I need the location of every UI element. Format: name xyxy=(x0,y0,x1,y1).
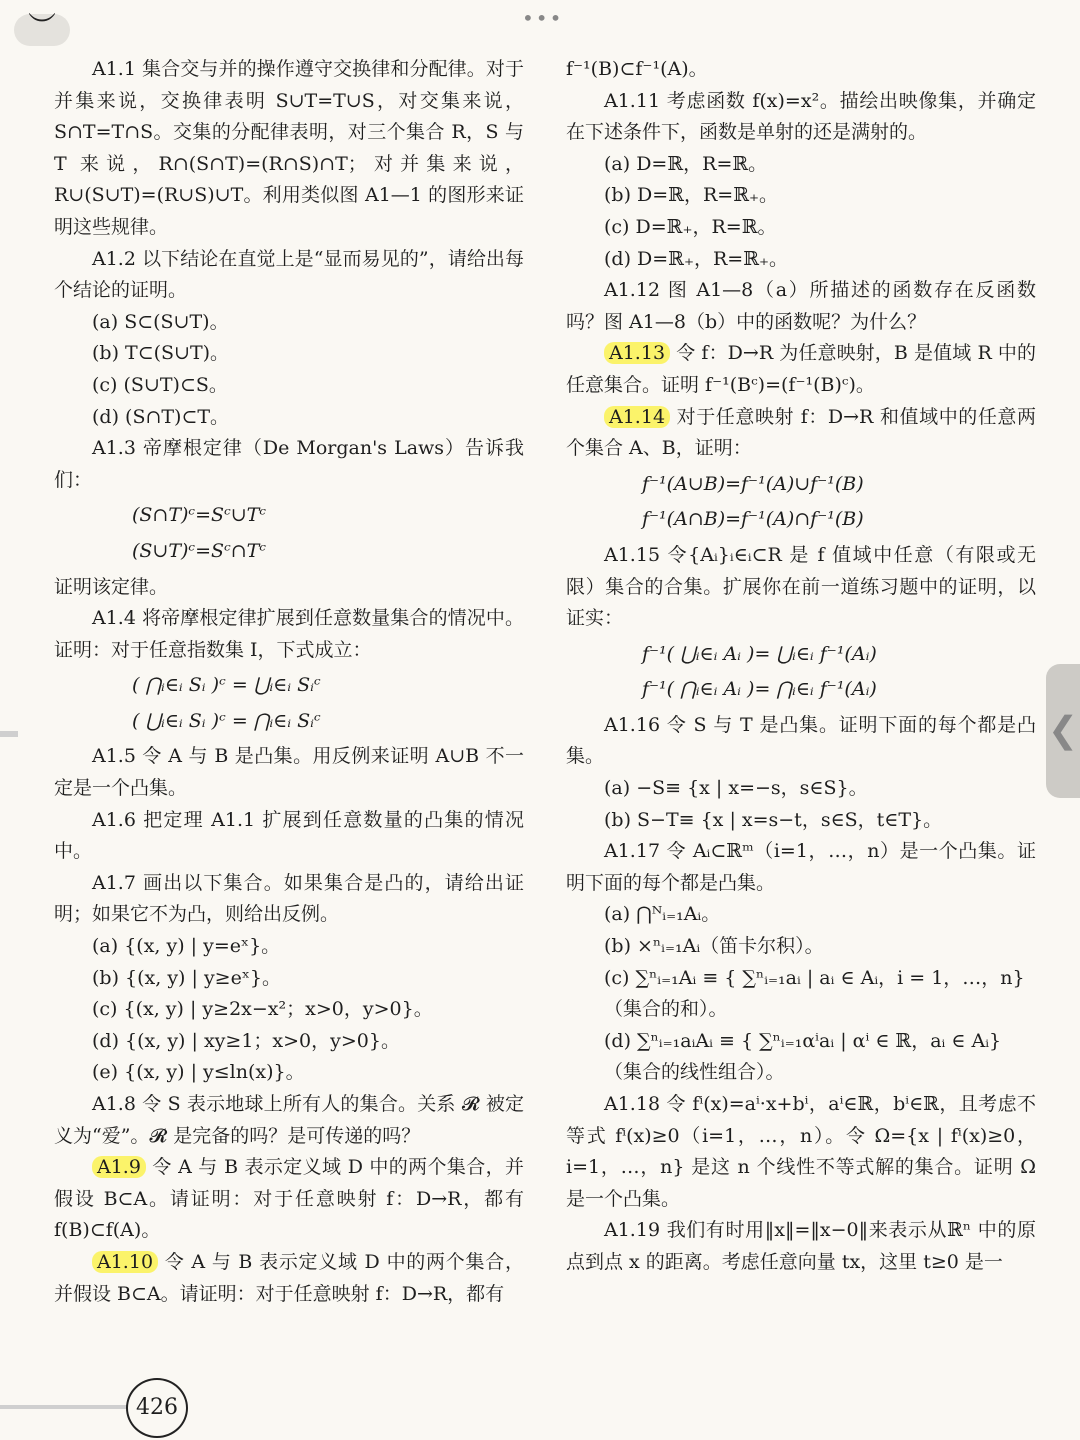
exercise-A1-11 xyxy=(566,86,1036,149)
exercise-label: A1.18 xyxy=(604,1093,661,1115)
list-item: (d) (S∩T)⊂T。 xyxy=(92,405,230,428)
exercise-text: 将帝摩根定律扩展到任意数量集合的情况中。证明：对于任意指数集 I，下式成立： xyxy=(54,607,524,661)
exercise-text: 以下结论在直觉上是“显而易见的”，请给出每个结论的证明。 xyxy=(54,247,524,302)
exercise-text: 考虑函数 f(x)=x²。描绘出映像集，并确定在下述条件下，函数是单射的还是满射的。 xyxy=(566,89,1036,144)
list-item: (d) {(x, y) | xy≥1；x>0，y>0}。 xyxy=(92,1029,400,1052)
exercise-text: 令 fⁱ(x)=aⁱ·x+bⁱ，aⁱ∈ℝ，bⁱ∈ℝ，且考虑不等式 fⁱ(x)≥0（i=1，…，n）。令 Ω={x | fⁱ(x)≥0，i=1，…，n} 是这 n 个线性不等式解的集合。证明 Ω 是一个凸集。 xyxy=(566,1093,1036,1210)
exercise-label: A1.10 xyxy=(92,1251,158,1273)
text-line: 证明该定律。 xyxy=(54,575,169,598)
exercise-text: 对于任意映射 f：D→R 和值域中的任意两个集合 A、B，证明： xyxy=(566,405,1036,460)
list-item: (c) D=ℝ₊，R=ℝ。 xyxy=(604,215,777,238)
exercise-text: 帝摩根定律（De Morgan's Laws）告诉我们： xyxy=(54,437,524,491)
text-line: f⁻¹(B)⊂f⁻¹(A)。 xyxy=(566,58,708,80)
exercise-label: A1.9 xyxy=(92,1156,146,1178)
exercise-A1-10 xyxy=(54,1247,524,1310)
exercise-A1-15 xyxy=(566,540,1036,635)
exercise-label: A1.13 xyxy=(604,342,670,364)
exercise-label: A1.15 xyxy=(604,543,661,566)
exercise-text: 令 A 与 B 是凸集。用反例来证明 A∪B 不一定是一个凸集。 xyxy=(54,745,524,800)
exercise-text: 把定理 A1.1 扩展到任意数量的凸集的情况中。 xyxy=(54,808,524,863)
exercise-A1-14 xyxy=(566,402,1036,465)
left-column xyxy=(54,54,524,1310)
exercise-A1-17 xyxy=(566,836,1036,899)
formula: (S∪T)ᶜ=Sᶜ∩Tᶜ xyxy=(132,539,267,562)
list-item: (b) D=ℝ，R=ℝ₊。 xyxy=(604,184,779,207)
list-item: (b) ×ⁿᵢ₌₁Aᵢ（笛卡尔积）。 xyxy=(604,935,824,958)
exercise-label: A1.19 xyxy=(604,1219,661,1242)
list-item: (c) (S∪T)⊂S。 xyxy=(92,373,228,396)
list-item: (a) −S≡ {x | x=−s，s∈S}。 xyxy=(604,777,868,800)
list-item: (d) ∑ⁿᵢ₌₁aᵢAᵢ ≡ { ∑ⁿᵢ₌₁αⁱaᵢ | αⁱ ∈ ℝ，aᵢ ∈ Aᵢ}（集合的线性组合）。 xyxy=(604,1029,1002,1084)
exercise-A1-13 xyxy=(566,338,1036,401)
right-column xyxy=(566,54,1036,1279)
side-panel-handle[interactable] xyxy=(1046,664,1080,798)
exercise-text: 令 f：D→R 为任意映射，B 是值域 R 中的任意集合。证明 f⁻¹(Bᶜ)=(f⁻¹(B)ᶜ)。 xyxy=(566,342,1036,396)
list-item: (c) ∑ⁿᵢ₌₁Aᵢ ≡ { ∑ⁿᵢ₌₁aᵢ | aᵢ ∈ Aᵢ，i = 1，…，n}（集合的和）。 xyxy=(604,966,1025,1021)
exercise-A1-18 xyxy=(566,1089,1036,1215)
list-item: (a) {(x, y) | y=eˣ}。 xyxy=(92,935,281,958)
exercise-text: 令 A 与 B 表示定义域 D 中的两个集合，并假设 B⊂A。请证明：对于任意映射 f：D→R，都有 f(B)⊂f(A)。 xyxy=(54,1156,524,1242)
exercise-label: A1.5 xyxy=(92,745,136,768)
exercise-A1-7 xyxy=(54,868,524,931)
list-item: (b) S−T≡ {x | x=s−t，s∈S，t∈T}。 xyxy=(604,808,943,831)
exercise-text: 令{Aᵢ}ᵢ∈ᵢ⊂R 是 f 值域中任意（有限或无限）集合的合集。扩展你在前一道练习题中的证明，以证实： xyxy=(566,543,1037,630)
page-rule xyxy=(0,1405,128,1409)
exercise-label: A1.16 xyxy=(604,713,661,736)
exercise-A1-2 xyxy=(54,244,524,307)
exercise-A1-5 xyxy=(54,741,524,804)
exercise-label: A1.12 xyxy=(604,279,661,302)
chevron-down-icon: ︶ xyxy=(27,10,56,43)
exercise-text: 令 Aᵢ⊂ℝᵐ（i=1，…，n）是一个凸集。证明下面的每个都是凸集。 xyxy=(566,840,1036,894)
formula: f⁻¹(A∪B)=f⁻¹(A)∪f⁻¹(B) xyxy=(642,472,864,495)
formula: f⁻¹( ⋃ᵢ∈ᵢ Aᵢ )= ⋃ᵢ∈ᵢ f⁻¹(Aᵢ) xyxy=(642,642,877,665)
exercise-A1-9 xyxy=(54,1152,524,1247)
exercise-A1-16 xyxy=(566,710,1036,773)
exercise-label: A1.1 xyxy=(92,58,136,80)
exercise-label: A1.3 xyxy=(92,437,136,460)
exercise-label: A1.2 xyxy=(92,247,136,270)
edge-mark xyxy=(0,731,18,737)
exercise-label: A1.4 xyxy=(92,607,136,630)
exercise-text: 我们有时用‖x‖=‖x−0‖来表示从ℝⁿ 中的原点到点 x 的距离。考虑任意向量 tx，这里 t≥0 是一 xyxy=(566,1219,1036,1273)
exercise-A1-8 xyxy=(54,1089,524,1152)
exercise-label: A1.7 xyxy=(92,871,136,894)
more-options-icon[interactable]: ••• xyxy=(522,6,564,30)
exercise-A1-6 xyxy=(54,805,524,868)
exercise-label: A1.17 xyxy=(604,840,661,863)
formula: ( ⋂ᵢ∈ᵢ Sᵢ )ᶜ = ⋃ᵢ∈ᵢ Sᵢᶜ xyxy=(132,674,321,697)
list-item: (a) S⊂(S∪T)。 xyxy=(92,310,229,333)
formula: f⁻¹( ⋂ᵢ∈ᵢ Aᵢ )= ⋂ᵢ∈ᵢ f⁻¹(Aᵢ) xyxy=(642,678,877,701)
list-item: (d) D=ℝ₊，R=ℝ₊。 xyxy=(604,247,789,270)
list-item: (c) {(x, y) | y≥2x−x²；x>0，y>0}。 xyxy=(92,998,433,1021)
exercise-label: A1.14 xyxy=(604,406,670,428)
exercise-text: 令 S 表示地球上所有人的集合。关系 𝓡 被定义为“爱”。𝓡 是完备的吗？是可传递的吗？ xyxy=(54,1093,525,1147)
list-item: (b) T⊂(S∪T)。 xyxy=(92,342,230,365)
exercise-text: 图 A1—8（a）所描述的函数存在反函数吗？图 A1—8（b）中的函数呢？为什么？ xyxy=(566,279,1036,333)
exercise-text: 令 A 与 B 表示定义域 D 中的两个集合，并假设 B⊂A。请证明：对于任意映射 f：D→R，都有 xyxy=(54,1250,524,1305)
exercise-text: 令 S 与 T 是凸集。证明下面的每个都是凸集。 xyxy=(566,713,1036,768)
formula: f⁻¹(A∩B)=f⁻¹(A)∩f⁻¹(B) xyxy=(642,508,864,531)
exercise-label: A1.6 xyxy=(92,808,136,831)
list-item: (a) ⋂ᴺᵢ₌₁Aᵢ。 xyxy=(604,903,721,926)
back-button[interactable] xyxy=(14,10,70,46)
chevron-left-icon: ❮ xyxy=(1047,710,1079,751)
exercise-A1-1 xyxy=(54,54,524,244)
exercise-A1-19 xyxy=(566,1215,1036,1278)
list-item: (e) {(x, y) | y≤ln(x)}。 xyxy=(92,1061,305,1084)
exercise-text: 画出以下集合。如果集合是凸的，请给出证明；如果它不为凸，则给出反例。 xyxy=(54,871,524,926)
page-number: 426 xyxy=(126,1378,188,1438)
exercise-A1-12 xyxy=(566,275,1036,338)
list-item: (b) {(x, y) | y≥eˣ}。 xyxy=(92,966,281,989)
exercise-text: 集合交与并的操作遵守交换律和分配律。对于并集来说，交换律表明 S∪T=T∪S，对交集来说，S∩T=T∩S。交集的分配律表明，对三个集合 R，S 与 T 来说，R∩(S∩T)=(R∩S)∩T；对并集来说，R∪(S∪T)=(R∪S)∪T。利用类似图 A1—1 的图形来证明这些规律。 xyxy=(54,58,524,238)
exercise-A1-4 xyxy=(54,603,524,666)
formula: (S∩T)ᶜ=Sᶜ∪Tᶜ xyxy=(132,504,267,527)
formula: ( ⋃ᵢ∈ᵢ Sᵢ )ᶜ = ⋂ᵢ∈ᵢ Sᵢᶜ xyxy=(132,709,321,732)
list-item: (a) D=ℝ，R=ℝ。 xyxy=(604,152,768,175)
exercise-label: A1.11 xyxy=(604,89,661,112)
exercise-A1-3 xyxy=(54,433,524,496)
exercise-label: A1.8 xyxy=(92,1093,136,1115)
